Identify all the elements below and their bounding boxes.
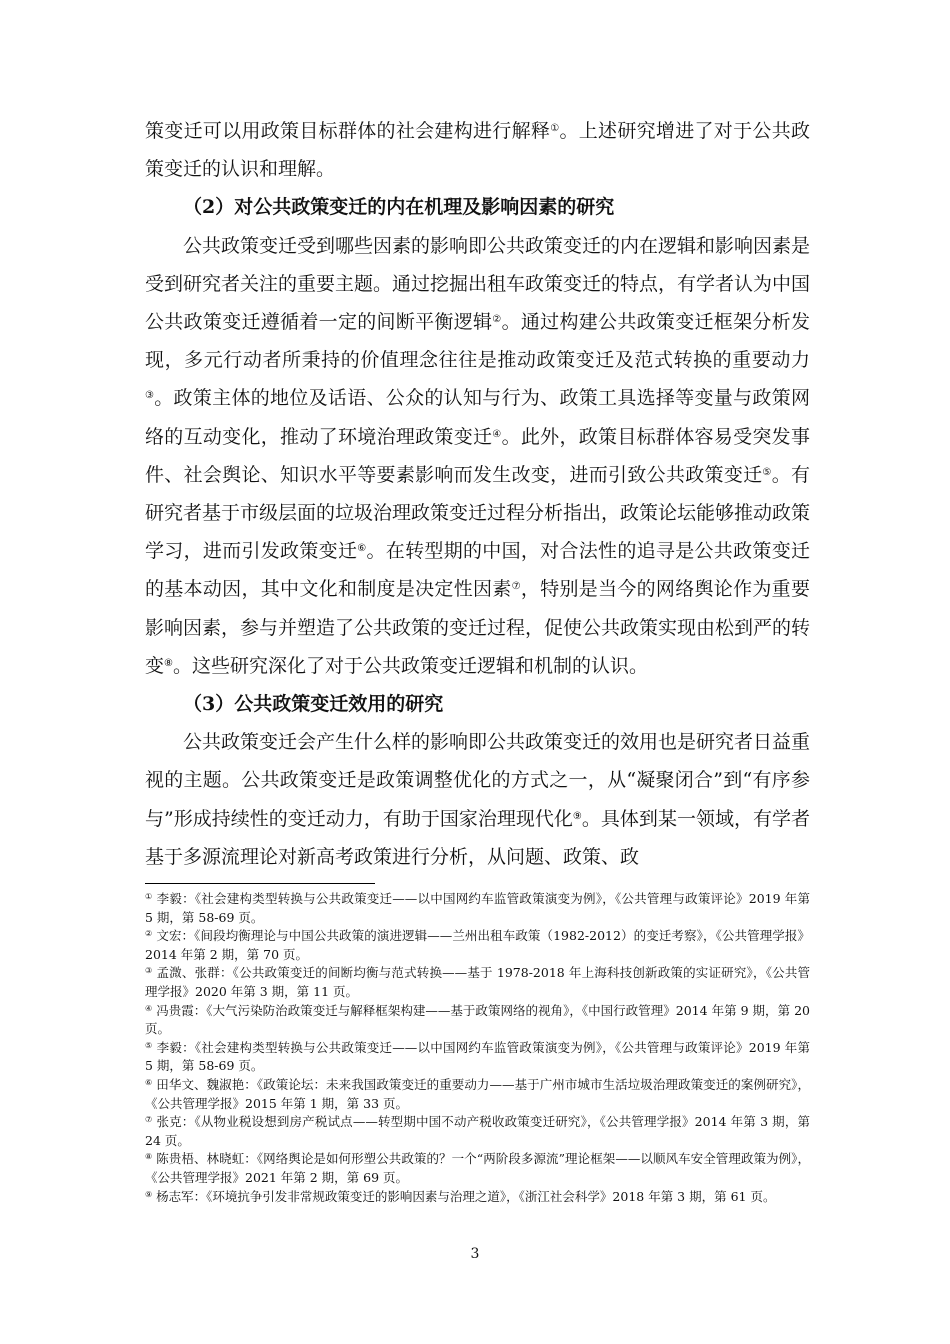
- text-run: 。政策主体的地位及话语、公众的认知与行为、政策工具选择等变量与政策网络的互动变化，推动了环境治理政策变迁: [145, 387, 810, 448]
- footnote-5: [145, 1039, 810, 1076]
- body-text: [145, 112, 810, 876]
- paragraph-1: [145, 112, 810, 188]
- footnote-8: [145, 1150, 810, 1187]
- footnote-text: 冯贵霞：《大气污染防治政策变迁与解释框架构建——基于政策网络的视角》，《中国行政管理》2014 年第 9 期，第 20 页。: [145, 1002, 810, 1037]
- footnote-number: ②: [145, 929, 153, 939]
- footnote-number: ⑧: [145, 1152, 153, 1162]
- text-run: 。具体到某一领域，有学者基于多源流理论对新高考政策进行分析，从问题、政策、政: [145, 807, 811, 868]
- text-run: 。通过构建公共政策变迁框架分析发现，多元行动者所秉持的价值理念往往是推动政策变迁及范式转换的重要动力: [145, 311, 810, 372]
- footnote-text: 田华文、魏淑艳：《政策论坛：未来我国政策变迁的重要动力——基于广州市城市生活垃圾治理政策变迁的案例研究》，《公共管理学报》2015 年第 1 期，第 33 页。: [145, 1076, 810, 1111]
- footnote-number: ④: [145, 1003, 153, 1013]
- footnote-ref[interactable]: ④: [492, 428, 502, 440]
- text-run: 。上述研究增进了对于公共政策变迁的认识和理解。: [145, 120, 810, 181]
- footnote-number: ⑥: [145, 1077, 153, 1087]
- footnote-text: 张克：《从物业税设想到房产税试点——转型期中国不动产税收政策变迁研究》，《公共管理学报》2014 年第 3 期，第 24 页。: [145, 1114, 811, 1148]
- footnote-ref[interactable]: ⑤: [762, 466, 772, 478]
- footnote-ref[interactable]: ③: [145, 390, 155, 402]
- footnote-text: 文宏：《间段均衡理论与中国公共政策的演进逻辑——兰州出租车政策（1982-2012）的变迁考察》，《公共管理学报》2014 年第 2 期，第 70 页。: [145, 928, 810, 962]
- footnote-text: 孟溦、张群：《公共政策变迁的间断均衡与范式转换——基于 1978-2018 年上海科技创新政策的实证研究》，《公共管理学报》2020 年第 3 期，第 11 页。: [145, 965, 811, 999]
- text-run: 策变迁可以用政策目标群体的社会建构进行解释: [145, 120, 551, 142]
- text-run: 。有研究者基于市级层面的垃圾治理政策变迁过程分析指出，政策论坛能够推动政策学习，进而引发政策变迁: [145, 463, 811, 563]
- footnote-4: [145, 1002, 810, 1039]
- footnote-ref[interactable]: ⑧: [164, 657, 173, 669]
- footnote-6: [145, 1076, 810, 1113]
- paragraph-3: [145, 723, 810, 876]
- text-run: 公共政策变迁受到哪些因素的影响即公共政策变迁的内在逻辑和影响因素是受到研究者关注的重要主题。通过挖掘出租车政策变迁的特点，有学者认为中国公共政策变迁遵循着一定的间断平衡逻辑: [145, 234, 811, 334]
- footnote-2: [145, 927, 810, 964]
- text-run: 公共政策变迁会产生什么样的影响即公共政策变迁的效用也是研究者日益重视的主题。公共政策变迁是政策调整优化的方式之一，从“凝聚闭合”到“有序参与”形成持续性的变迁动力，有助于国家治理现代化: [145, 731, 811, 830]
- section-heading-3: （3）公共政策变迁效用的研究: [183, 693, 444, 716]
- footnote-ref[interactable]: ①: [550, 123, 560, 134]
- paragraph-2: [145, 227, 810, 685]
- footnote-number: ⑨: [145, 1189, 153, 1199]
- footnote-number: ⑦: [145, 1115, 153, 1125]
- page-number: 3: [470, 1246, 480, 1262]
- text-run: 。此外，政策目标群体容易受突发事件、社会舆论、知识水平等要素影响而发生改变，进而引致公共政策变迁: [145, 425, 810, 486]
- footnote-9: [145, 1188, 810, 1207]
- footnote-number: ①: [145, 892, 153, 901]
- footnote-7: [145, 1113, 810, 1150]
- section-heading-2: （2）对公共政策变迁的内在机理及影响因素的研究: [183, 196, 615, 219]
- footnote-text: 陈贵梧、林晓虹：《网络舆论是如何形塑公共政策的？一个“两阶段多源流”理论框架——以顺风车安全管理政策为例》，《公共管理学报》2021 年第 2 期，第 69 页。: [145, 1151, 810, 1185]
- footnote-3: [145, 964, 810, 1001]
- footnote-ref[interactable]: ⑦: [511, 581, 521, 593]
- text-run: ，特别是当今的网络舆论作为重要影响因素，参与并塑造了公共政策的变迁过程，促使公共政策实现由松到严的转变: [145, 578, 811, 677]
- footnote-ref[interactable]: ②: [492, 314, 502, 326]
- footnote-1: [145, 890, 810, 927]
- footnote-separator: [145, 883, 375, 884]
- text-run: 。在转型期的中国，对合法性的追寻是公共政策变迁的基本动因，其中文化和制度是决定性因素: [145, 540, 810, 601]
- footnote-number: ③: [145, 966, 153, 976]
- footnote-ref[interactable]: ⑨: [572, 810, 582, 822]
- footnote-text: 李毅：《社会建构类型转换与公共政策变迁——以中国网约车监管政策演变为例》，《公共管理与政策评论》2019 年第 5 期，第 58-69 页。: [145, 891, 810, 925]
- footnote-text: 杨志军：《环境抗争引发非常规政策变迁的影响因素与治理之道》，《浙江社会科学》2018 年第 3 期，第 61 页。: [156, 1188, 776, 1204]
- footnote-ref[interactable]: ⑥: [357, 543, 367, 555]
- footnotes: [145, 890, 810, 1206]
- text-run: 。这些研究深化了对于公共政策变迁逻辑和机制的认识。: [172, 654, 648, 677]
- footnote-number: ⑤: [145, 1040, 153, 1050]
- footnote-text: 李毅：《社会建构类型转换与公共政策变迁——以中国网约车监管政策演变为例》，《公共管理与政策评论》2019 年第 5 期，第 58-69 页。: [145, 1039, 810, 1074]
